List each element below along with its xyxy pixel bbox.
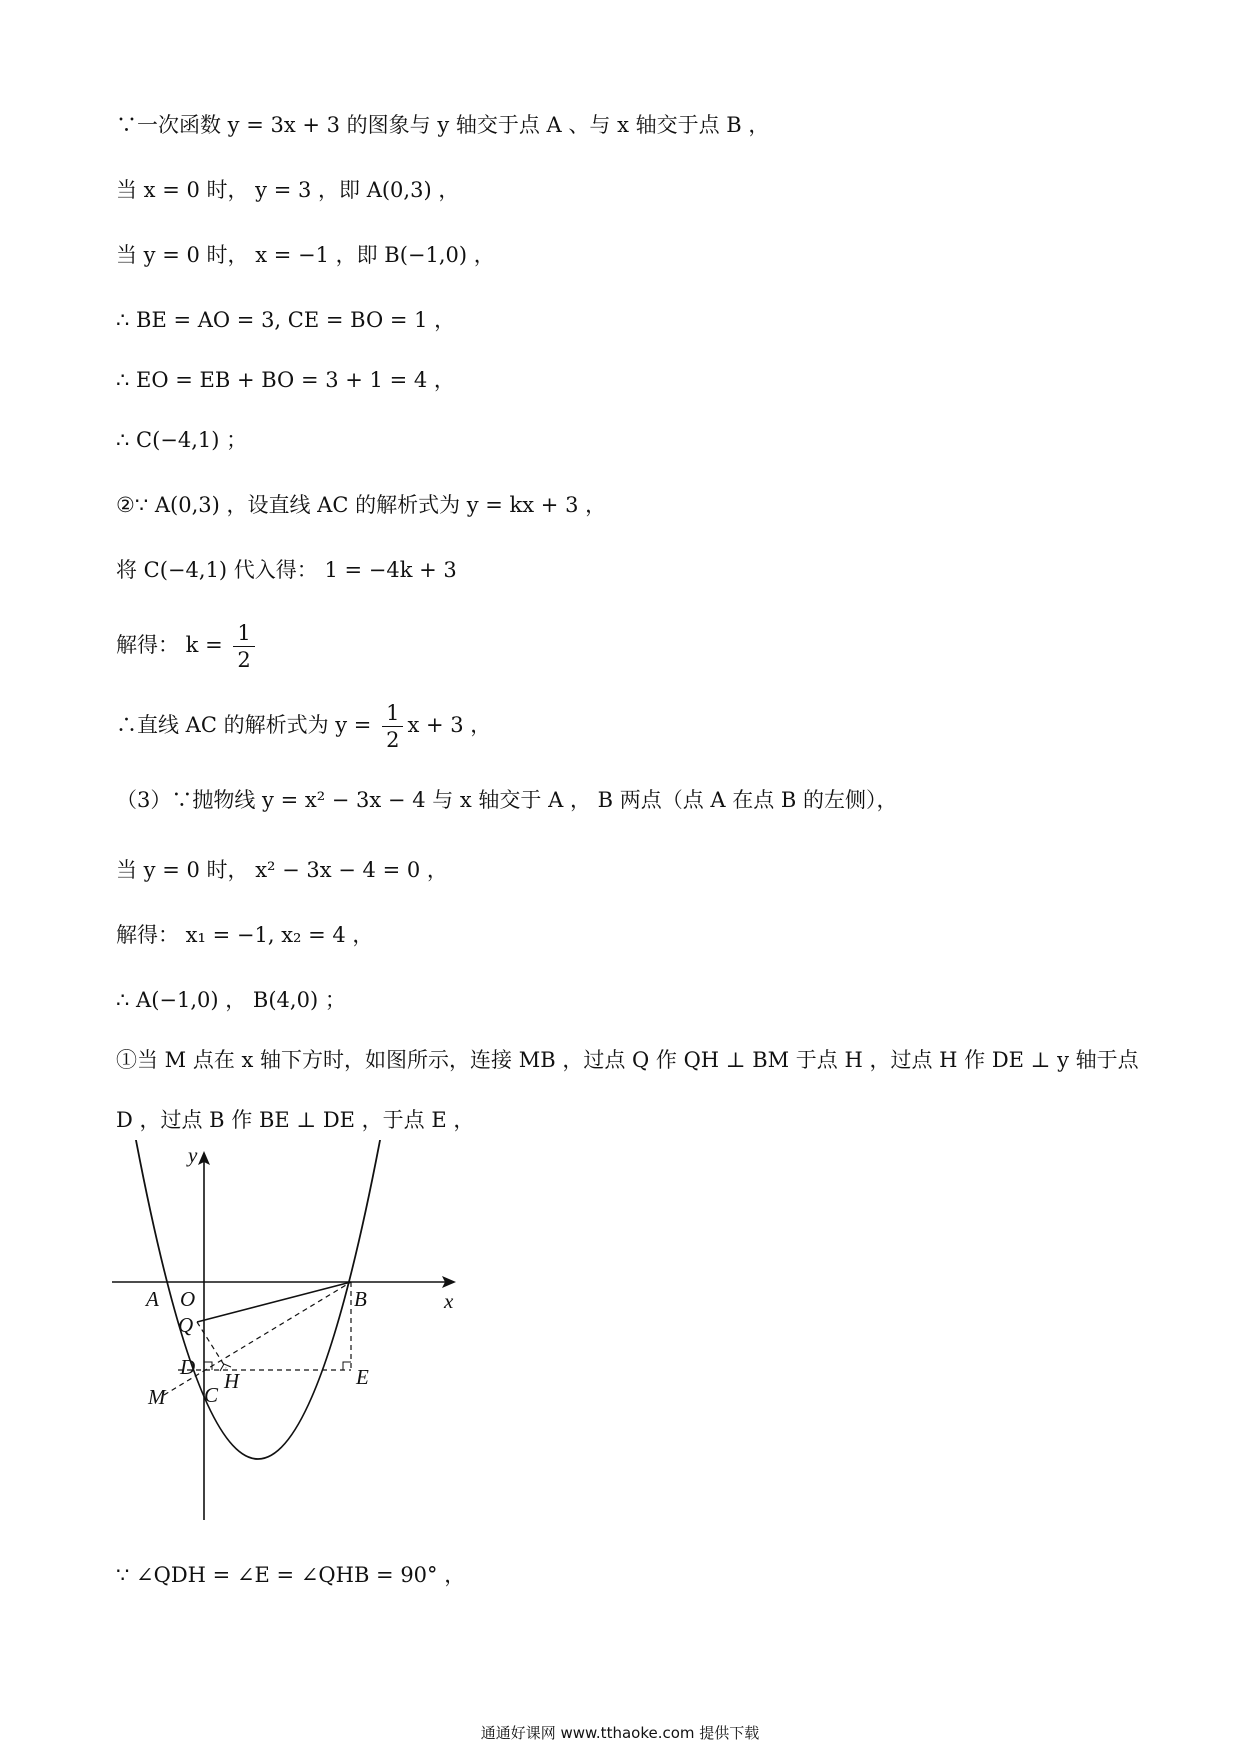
text-line-14: D ，过点 B 作 BE ⊥ DE ，于点 E ，: [116, 1108, 475, 1132]
segment-qb: [197, 1282, 351, 1322]
label-o: O: [180, 1287, 196, 1311]
text-line-7: ②∵ A(0,3) ，设直线 AC 的解析式为 y = kx + 3 ，: [116, 493, 607, 517]
text-line-6: ∴ C(−4,1) ；: [116, 428, 248, 452]
line-ac-equation: ∴直线 AC 的解析式为 y = $\frac{1}{2}$ x + 3 ，: [116, 701, 492, 752]
label-a: A: [146, 1287, 159, 1311]
text-line-9: （3）∵抛物线 y = x² − 3x − 4 与 x 轴交于 A ， B 两点（点 A 在点 B 的左侧），: [116, 788, 898, 812]
text-line-3: 当 y = 0 时， x = −1 ，即 B(−1,0) ，: [116, 243, 495, 267]
label-b: B: [354, 1287, 367, 1311]
label-q: Q: [178, 1313, 194, 1337]
label-e: E: [356, 1365, 369, 1389]
parabola-figure: [108, 1140, 468, 1540]
solve-k-line: 解得： k = $\frac{1}{2}$: [116, 620, 259, 673]
label-c: C: [204, 1383, 219, 1407]
right-angle-e: [343, 1362, 351, 1370]
text-line-after-figure: ∵ ∠QDH = ∠E = ∠QHB = 90° ，: [116, 1563, 466, 1587]
label-y: y: [188, 1143, 198, 1167]
text-line-10: 当 y = 0 时， x² − 3x − 4 = 0 ，: [116, 858, 448, 882]
label-x: x: [444, 1289, 454, 1313]
text-line-1: ∵一次函数 y = 3x + 3 的图象与 y 轴交于点 A 、与 x 轴交于点 B ，: [116, 113, 770, 137]
page-footer: [0, 1722, 1240, 1743]
text-line-2: 当 x = 0 时， y = 3 ，即 A(0,3) ，: [116, 178, 460, 202]
text-line-11: 解得： x₁ = −1, x₂ = 4 ，: [116, 923, 374, 947]
text-line-13: ①当 M 点在 x 轴下方时，如图所示，连接 MB ，过点 Q 作 QH ⊥ BM 于点 H ，过点 H 作 DE ⊥ y 轴于点: [116, 1048, 1139, 1072]
text-line-4: ∴ BE = AO = 3, CE = BO = 1 ，: [116, 308, 456, 332]
parabola-curve: [135, 1140, 381, 1459]
label-d: D: [180, 1355, 196, 1379]
fraction: $\frac{1}{2}$: [233, 620, 254, 673]
right-angle-d: [204, 1362, 212, 1370]
label-h: H: [224, 1369, 240, 1393]
text-line-5: ∴ EO = EB + BO = 3 + 1 = 4 ，: [116, 368, 455, 392]
text-line-8: 将 C(−4,1) 代入得： 1 = −4k + 3: [116, 558, 457, 582]
fraction: $\frac{1}{2}$: [382, 700, 403, 753]
segment-qh: [197, 1322, 226, 1368]
footer-text: 通通好课网 www.tthaoke.com 提供下载: [480, 1724, 760, 1742]
label-m: M: [148, 1385, 166, 1409]
text-line-12: ∴ A(−1,0) ， B(4,0) ；: [116, 988, 346, 1012]
